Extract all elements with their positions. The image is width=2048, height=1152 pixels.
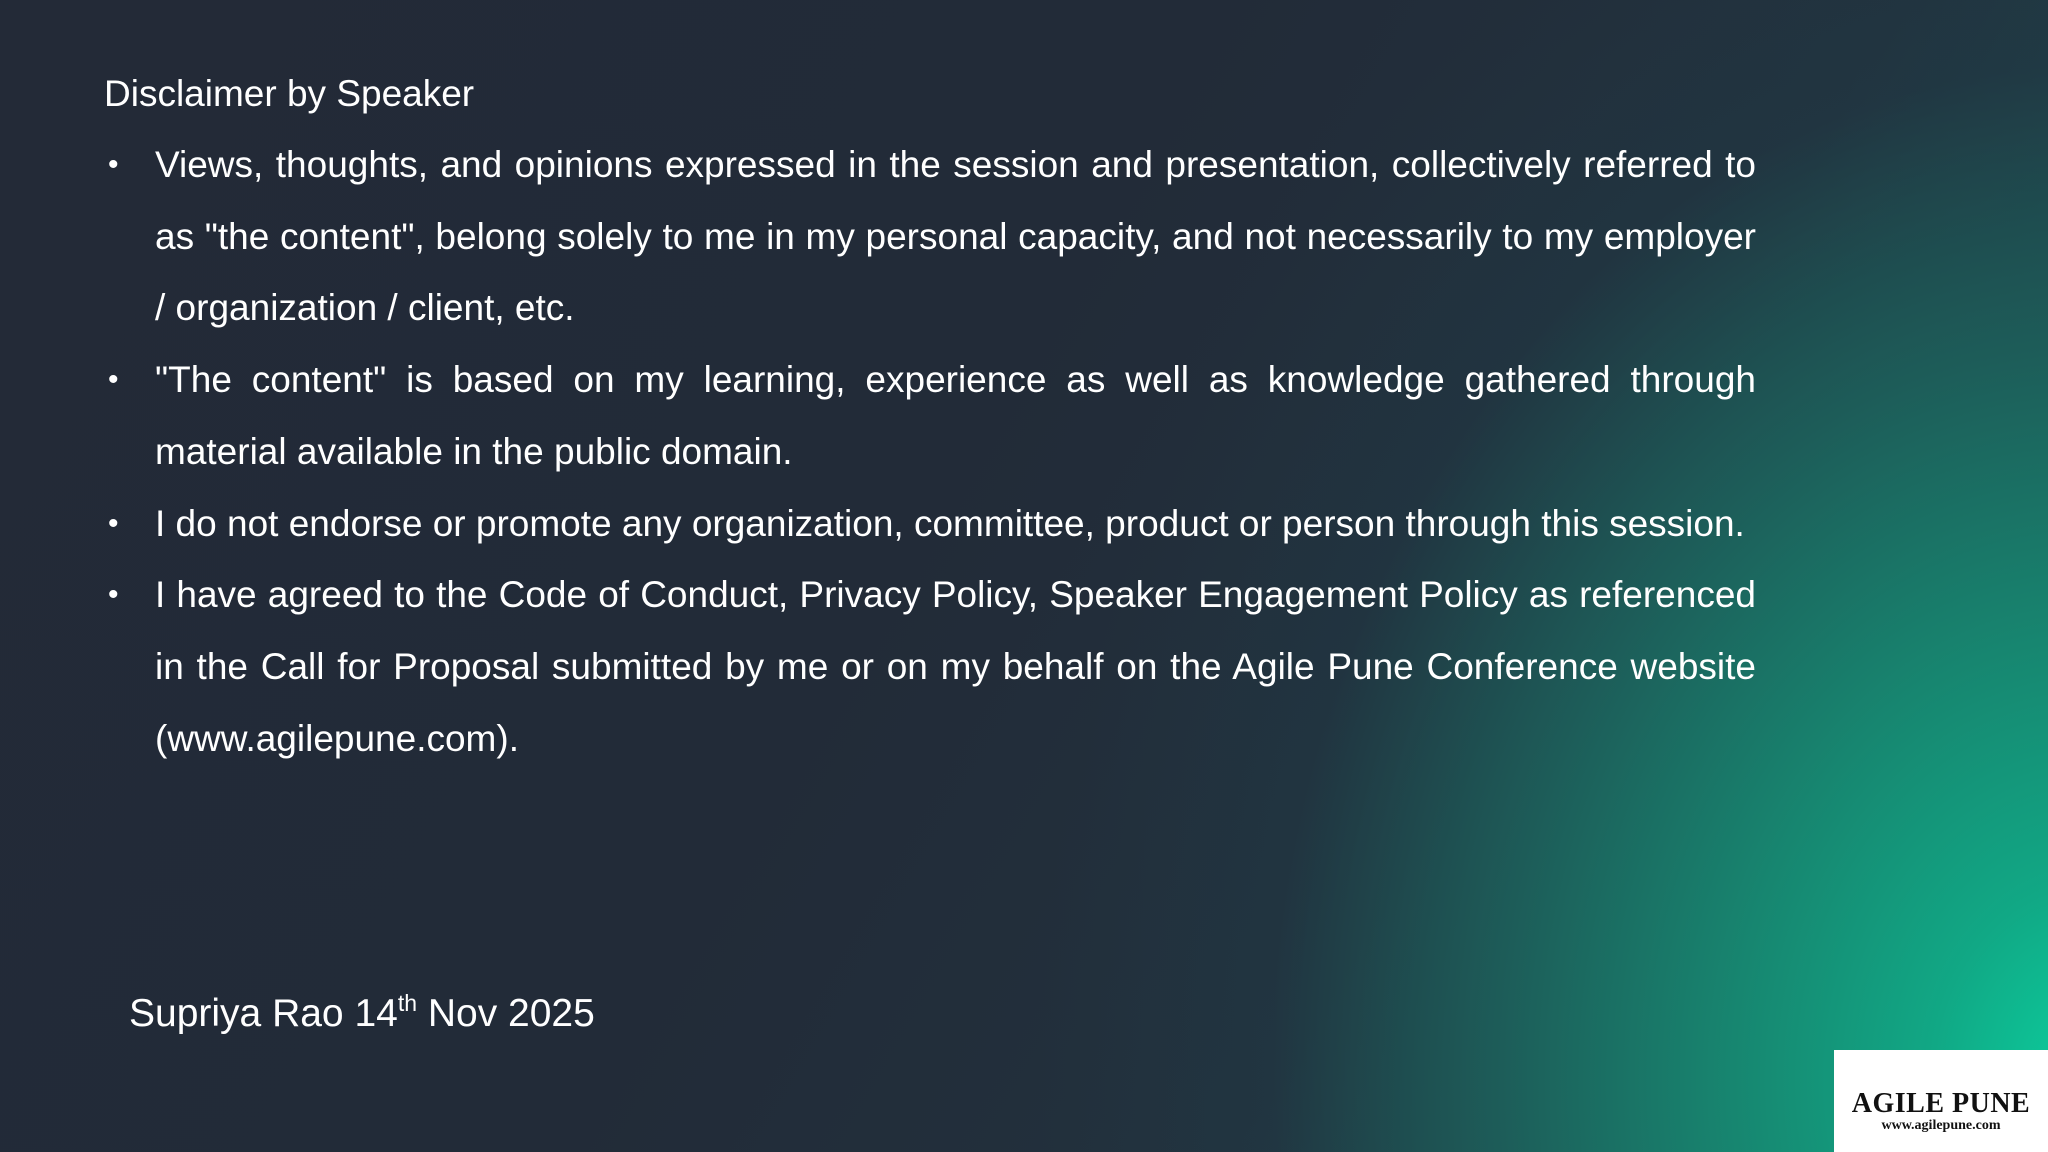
agile-pune-logo — [1834, 1050, 2048, 1152]
bullet-icon: • — [108, 363, 119, 397]
logo-url: www.agilepune.com — [1881, 1118, 2001, 1133]
disclaimer-bullet-list — [104, 129, 1756, 774]
date-ordinal-suffix: th — [397, 990, 418, 1016]
speaker-signature — [129, 986, 595, 1042]
bullet-text: Views, thoughts, and opinions expressed in the session and presentation, collectively referred to as "the content", belong solely to me in my personal capacity, and not necessarily to my employer / organization / client, etc. — [155, 144, 1756, 329]
bullet-item — [104, 488, 1756, 560]
bullet-item — [104, 344, 1756, 487]
bullet-icon: • — [108, 148, 119, 181]
signature-month-year: Nov 2025 — [417, 992, 595, 1035]
bullet-icon: • — [108, 578, 119, 612]
slide-heading: Disclaimer by Speaker — [104, 73, 475, 114]
bullet-item — [104, 559, 1756, 774]
logo-name: AGILE PUNE — [1851, 1088, 2031, 1119]
bullet-text: "The content" is based on my learning, experience as well as knowledge gathered through material available in the public domain. — [155, 359, 1756, 472]
signature-name-date: Supriya Rao 14 — [129, 992, 398, 1035]
bullet-text: I have agreed to the Code of Conduct, Privacy Policy, Speaker Engagement Policy as referenced in the Call for Proposal submitted by me or on my behalf on the Agile Pune Conference website (www.agilepune.com). — [155, 574, 1756, 759]
bullet-icon: • — [108, 506, 119, 540]
bullet-item — [104, 129, 1756, 344]
bullet-text: I do not endorse or promote any organization, committee, product or person through this session. — [155, 502, 1745, 544]
